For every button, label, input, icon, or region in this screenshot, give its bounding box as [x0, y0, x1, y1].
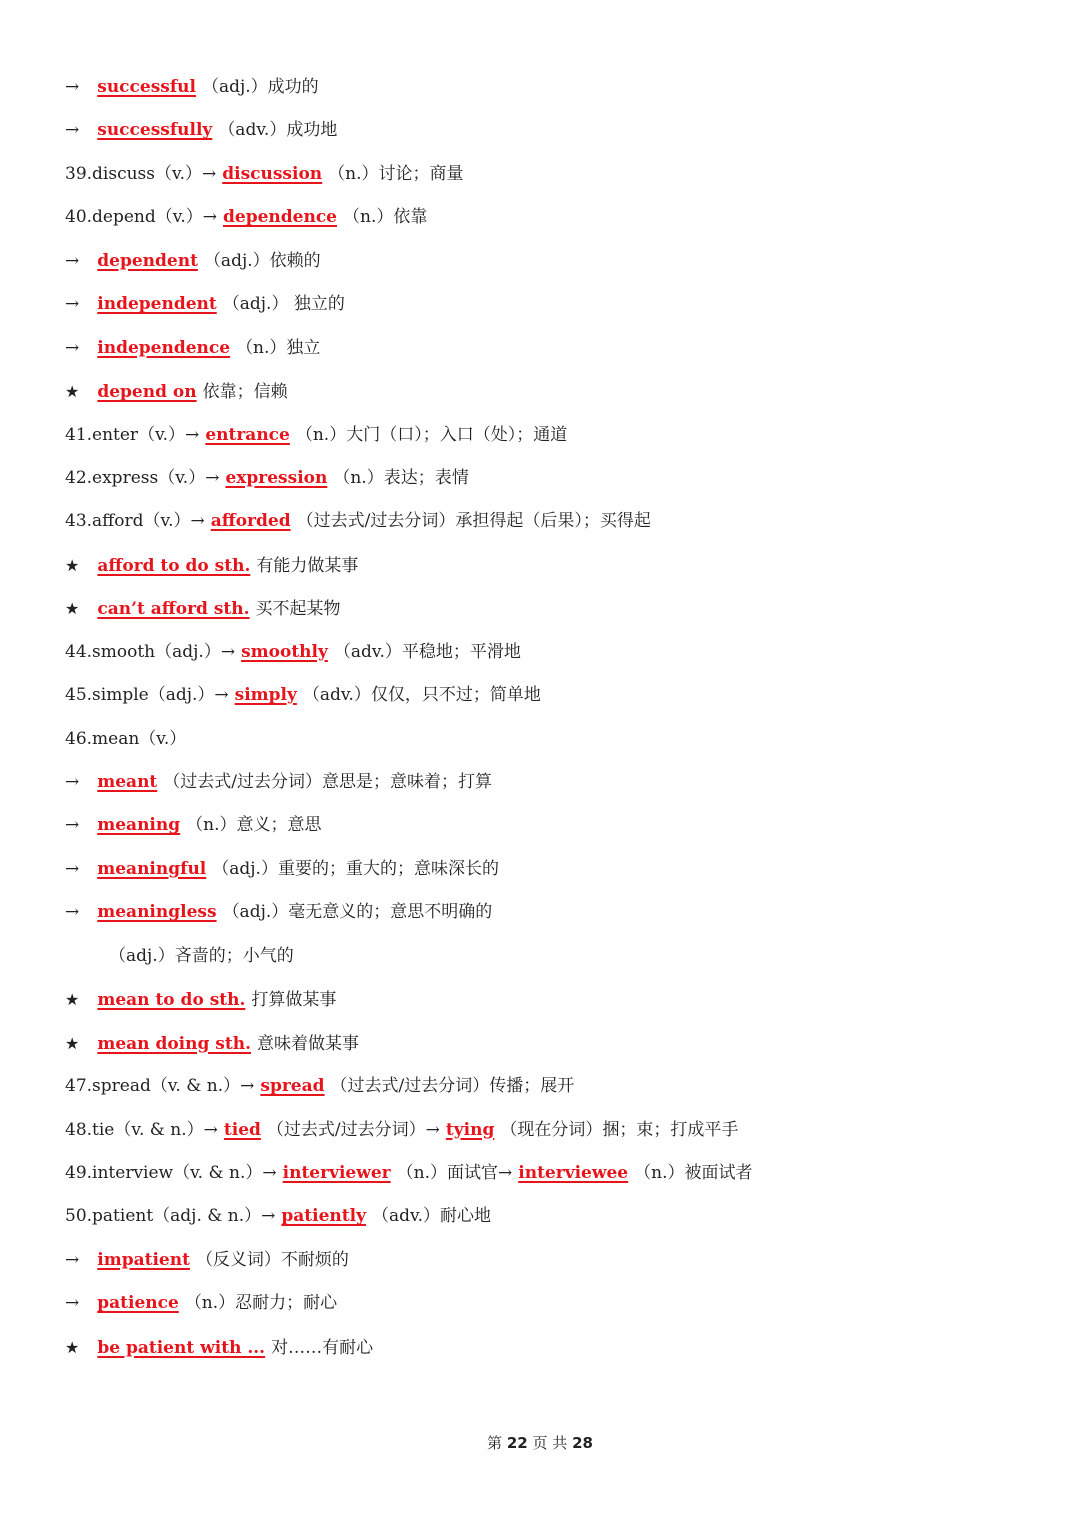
answer-word: smoothly: [241, 641, 328, 662]
entry-meaning: （adj.）毫无意义的；意思不明确的: [222, 902, 493, 923]
entry-meaning: （n.）忍耐力；耐心: [184, 1293, 338, 1314]
entry-meaning: （现在分词）捆；束；打成平手: [500, 1119, 739, 1140]
entry-text: 46.mean（v.）: [65, 728, 187, 749]
answer-word: meaning: [97, 815, 181, 836]
entry-meaning: （adj.）重要的；重大的；意味深长的: [212, 858, 499, 879]
list-item: [65, 978, 1025, 1021]
list-item: [65, 240, 1025, 283]
list-item: [65, 587, 1025, 630]
arrow-icon: →: [65, 337, 80, 358]
list-item: [65, 1022, 1025, 1065]
answer-word: interviewer: [282, 1162, 391, 1183]
list-item: [65, 500, 1025, 543]
entry-meaning: 对……有耐心: [271, 1337, 374, 1358]
answer-word: expression: [225, 467, 328, 488]
answer-word: discussion: [222, 163, 323, 184]
footer-total-pages: 28: [572, 1434, 593, 1452]
entry-meaning: （adj.） 独立的: [222, 294, 345, 315]
arrow-icon: →: [65, 858, 80, 879]
entry-meaning: （n.）独立: [236, 337, 321, 358]
list-item: [65, 457, 1025, 500]
answer-word: mean to do sth.: [97, 990, 246, 1011]
entry-meaning: （过去式/过去分词）承担得起（后果）；买得起: [296, 511, 651, 532]
footer-page-number: 22: [506, 1434, 528, 1452]
entry-meaning: 有能力做某事: [256, 555, 359, 576]
list-item: [65, 153, 1025, 196]
entry-meaning: （adj.）成功的: [201, 77, 319, 97]
list-item: [65, 1326, 1025, 1369]
list-item: [65, 1152, 1025, 1195]
entry-meaning: 买不起某物: [255, 599, 341, 620]
entry-meaning: （反义词）不耐烦的: [195, 1249, 349, 1270]
list-item: [65, 1065, 1025, 1108]
list-item: [65, 544, 1025, 587]
list-item: [65, 196, 1025, 239]
list-item: [65, 414, 1025, 457]
answer-word: depend on: [97, 382, 197, 403]
arrow-icon: →: [65, 77, 80, 97]
entry-meaning: （adv.）平稳地；平滑地: [333, 641, 521, 662]
entry-meaning: （adj.）依赖的: [203, 250, 321, 271]
entry-meaning: 意味着做某事: [257, 1033, 359, 1054]
arrow-icon: →: [65, 1249, 80, 1270]
answer-word: successful: [97, 77, 196, 97]
answer-word: afforded: [210, 511, 291, 532]
entry-meaning: （adv.）耐心地: [371, 1206, 491, 1227]
answer-word: mean doing sth.: [97, 1033, 251, 1054]
star-icon: ★: [65, 555, 80, 575]
list-item: [65, 1282, 1025, 1325]
answer-word: be patient with ...: [97, 1337, 266, 1358]
answer-word: successfully: [97, 120, 213, 141]
answer-word: independent: [97, 294, 217, 315]
answer-word: afford to do sth.: [97, 555, 251, 576]
list-item: [65, 935, 1025, 978]
entry-meaning: （n.）被面试者: [634, 1162, 753, 1183]
entry-meaning: （过去式/过去分词）传播；展开: [330, 1076, 575, 1097]
answer-word-2: tying: [445, 1119, 495, 1140]
star-icon: ★: [65, 382, 80, 402]
entry-meaning: 依靠；信赖: [202, 382, 288, 403]
list-item: [65, 327, 1025, 370]
list-item: [65, 109, 1025, 152]
footer-prefix: 第: [487, 1434, 503, 1452]
word-list: [65, 66, 1025, 1369]
entry-meaning: 打算做某事: [251, 990, 337, 1011]
entry-meaning: （过去式/过去分词）→: [266, 1119, 440, 1140]
entry-headword: 47.spread（v. & n.）→: [65, 1076, 255, 1097]
answer-word: patiently: [281, 1206, 366, 1227]
answer-word: can’t afford sth.: [97, 599, 250, 620]
entry-text: （adj.）吝啬的；小气的: [109, 945, 294, 966]
list-item: [65, 66, 1025, 109]
list-item: [65, 718, 1025, 761]
answer-word: dependence: [223, 207, 337, 228]
answer-word: meaningful: [97, 858, 207, 879]
answer-word: independence: [97, 337, 231, 358]
star-icon: ★: [65, 1033, 80, 1053]
arrow-icon: →: [65, 294, 80, 315]
entry-meaning: （adv.）成功地: [218, 120, 338, 141]
list-item: [65, 674, 1025, 717]
entry-headword: 40.depend（v.）→: [65, 207, 217, 228]
list-item: [65, 761, 1025, 804]
entry-meaning: （n.）面试官→: [396, 1162, 513, 1183]
answer-word: meant: [97, 772, 158, 792]
entry-meaning: （n.）依靠: [343, 207, 428, 228]
entry-headword: 44.smooth（adj.）→: [65, 641, 236, 662]
entry-meaning: （n.）意义；意思: [186, 815, 322, 836]
entry-headword: 43.afford（v.）→: [65, 511, 205, 532]
entry-meaning: （n.）大门（口）；入口（处）；通道: [295, 424, 568, 445]
answer-word: tied: [223, 1119, 261, 1140]
entry-headword: 48.tie（v. & n.）→: [65, 1119, 218, 1140]
entry-headword: 50.patient（adj. & n.）→: [65, 1206, 276, 1227]
list-item: [65, 804, 1025, 847]
list-item: [65, 1239, 1025, 1282]
list-item: [65, 1195, 1025, 1238]
answer-word: meaningless: [97, 902, 217, 923]
arrow-icon: →: [65, 1293, 80, 1314]
arrow-icon: →: [65, 815, 80, 836]
entry-headword: 41.enter（v.）→: [65, 424, 200, 445]
answer-word: spread: [260, 1076, 325, 1097]
arrow-icon: →: [65, 772, 80, 792]
entry-headword: 45.simple（adj.）→: [65, 685, 229, 706]
list-item: [65, 283, 1025, 326]
entry-headword: 42.express（v.）→: [65, 467, 220, 488]
entry-meaning: （adv.）仅仅，只不过；简单地: [302, 685, 541, 706]
entry-headword: 49.interview（v. & n.）→: [65, 1162, 277, 1183]
list-item: [65, 370, 1025, 413]
star-icon: ★: [65, 1337, 80, 1357]
answer-word: dependent: [97, 250, 198, 271]
arrow-icon: →: [65, 902, 80, 923]
entry-meaning: （n.）表达；表情: [333, 467, 469, 488]
entry-meaning: （n.）讨论；商量: [328, 163, 464, 184]
entry-headword: 39.discuss（v.）→: [65, 163, 217, 184]
footer-middle: 页 共: [532, 1434, 568, 1452]
star-icon: ★: [65, 599, 80, 619]
star-icon: ★: [65, 990, 80, 1010]
list-item: [65, 1109, 1025, 1152]
answer-word: impatient: [97, 1249, 190, 1270]
list-item: [65, 848, 1025, 891]
answer-word: entrance: [205, 424, 290, 445]
arrow-icon: →: [65, 250, 80, 271]
arrow-icon: →: [65, 120, 80, 141]
list-item: [65, 631, 1025, 674]
answer-word: simply: [234, 685, 297, 706]
page-footer: [0, 1432, 1080, 1453]
entry-meaning: （过去式/过去分词）意思是；意味着；打算: [163, 772, 493, 792]
answer-word-2: interviewee: [518, 1162, 629, 1183]
list-item: [65, 891, 1025, 934]
answer-word: patience: [97, 1293, 179, 1314]
